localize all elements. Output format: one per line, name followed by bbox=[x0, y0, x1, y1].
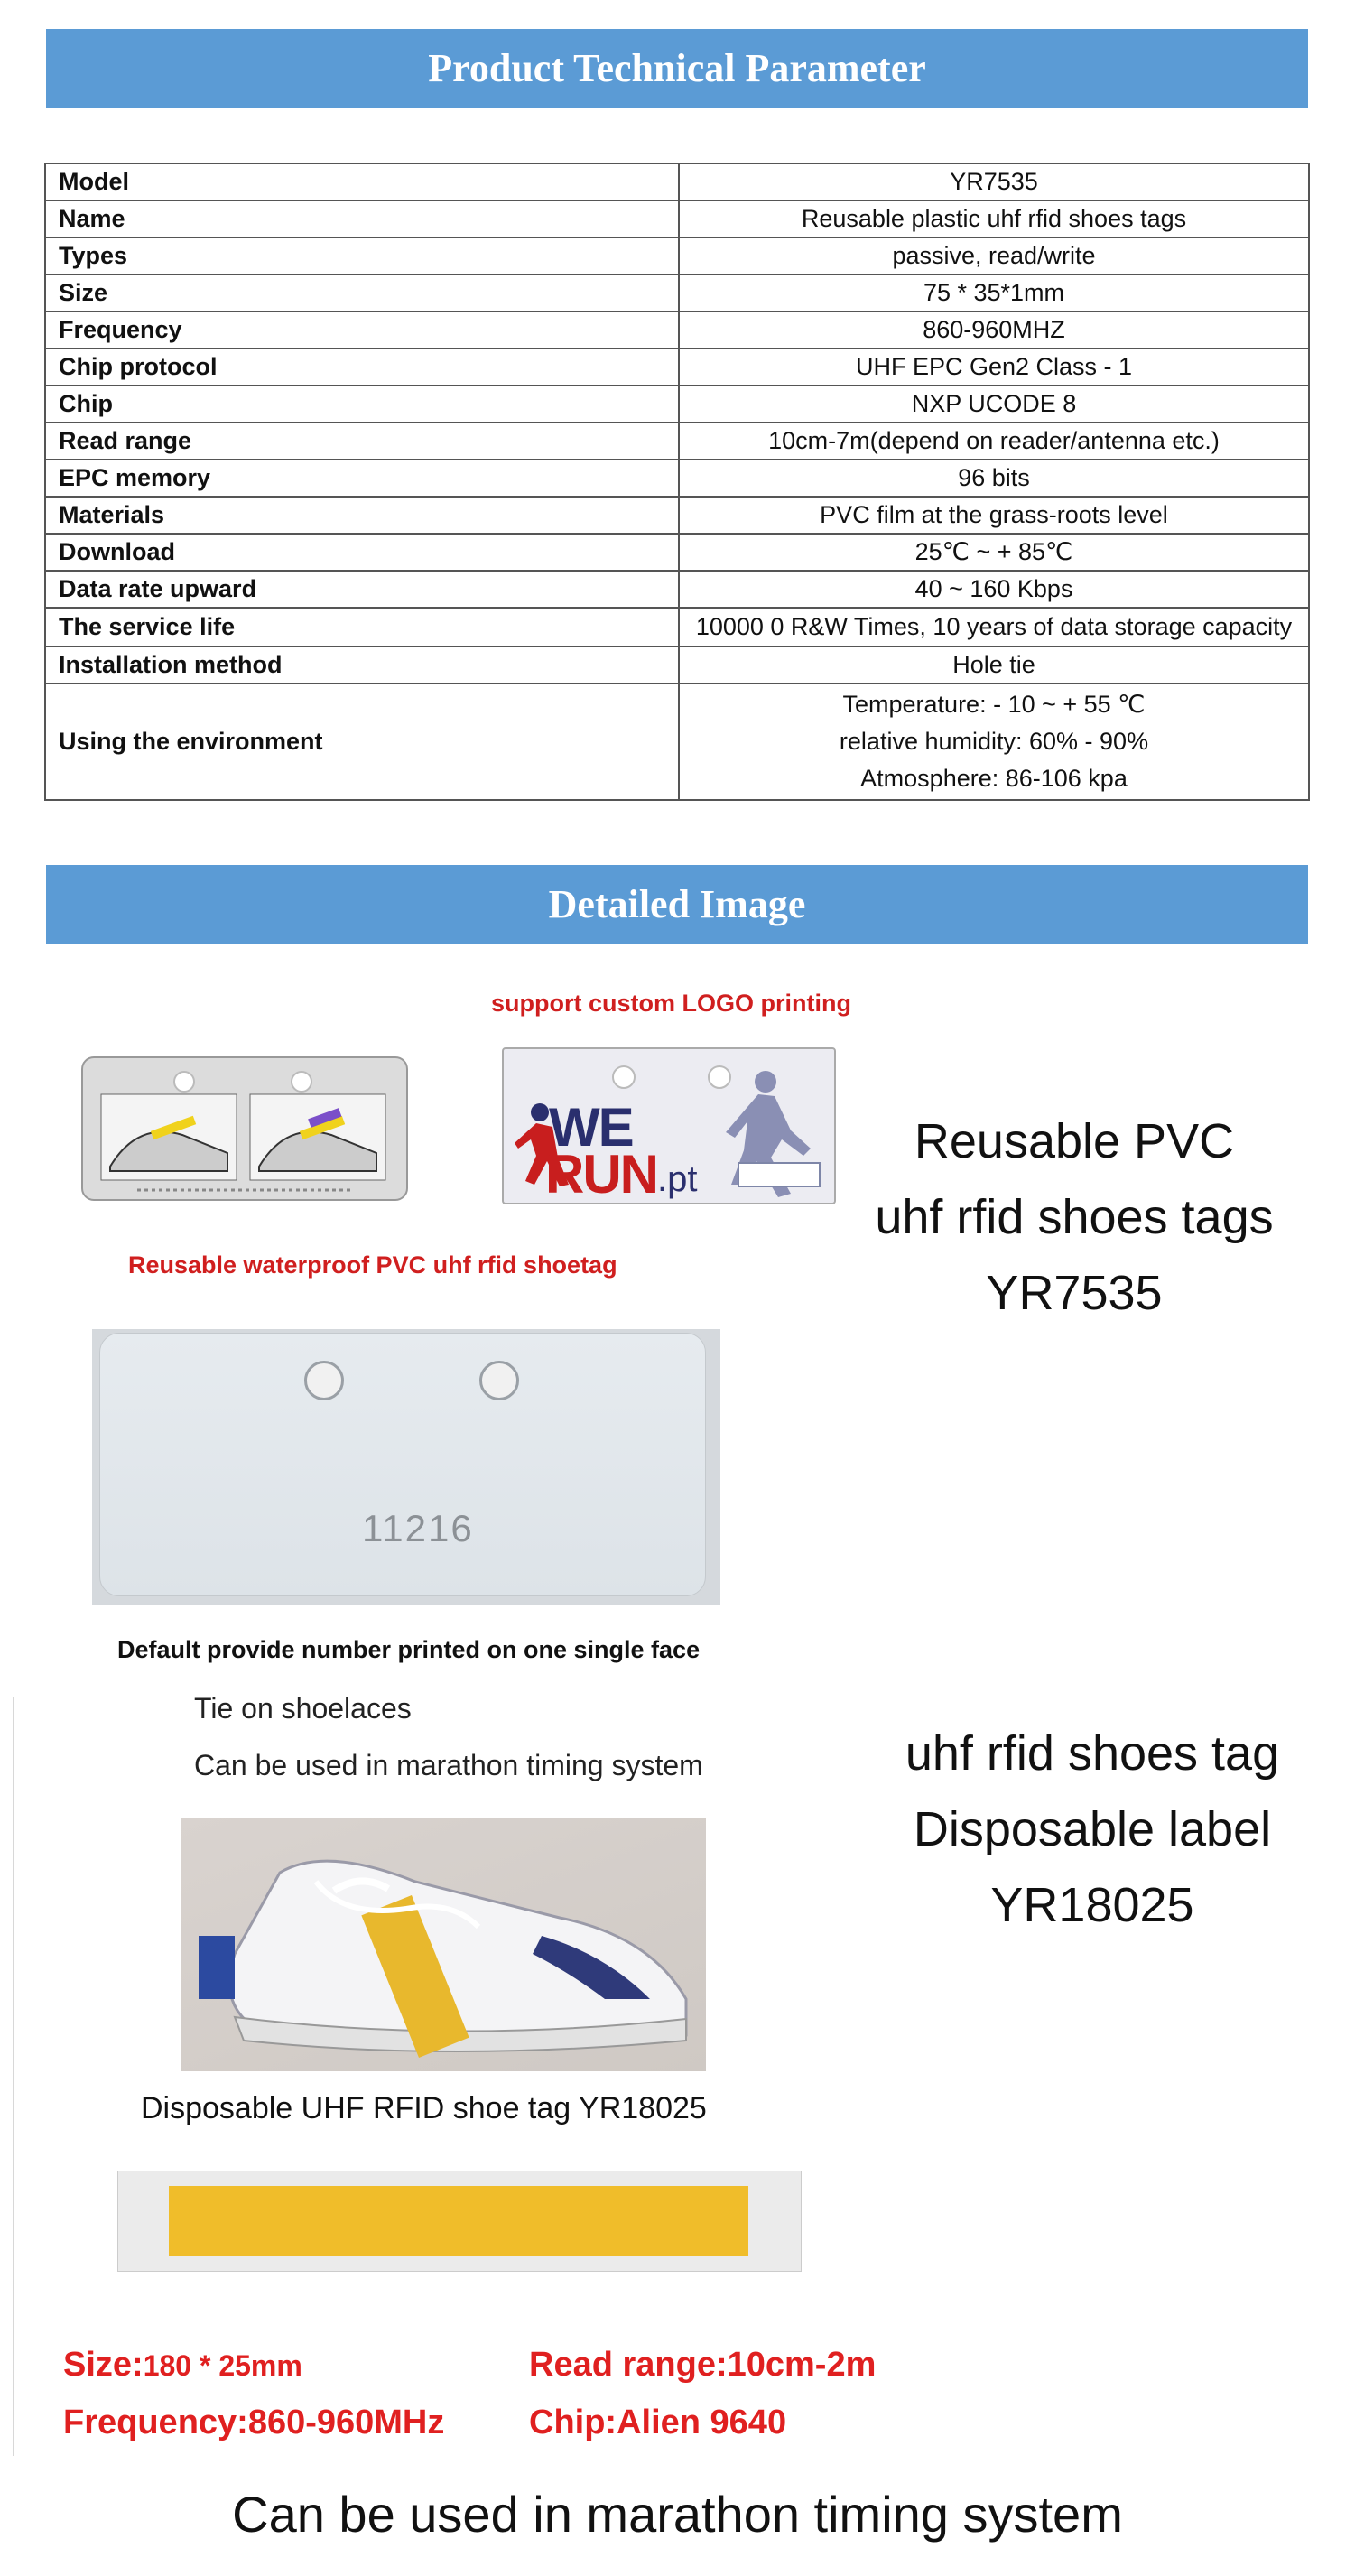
spec-key: Download bbox=[45, 534, 679, 571]
section-title-technical: Product Technical Parameter bbox=[46, 29, 1308, 108]
spec-value bbox=[679, 684, 1309, 800]
product1-title bbox=[840, 1103, 1309, 1331]
pvc-tag-photo bbox=[92, 1329, 720, 1605]
bottom-marathon-text: Can be used in marathon timing system bbox=[232, 2486, 1123, 2543]
table-row bbox=[45, 571, 1309, 608]
spec-value: passive, read/write bbox=[679, 237, 1309, 274]
spec-key: Chip protocol bbox=[45, 349, 679, 386]
spec-value: 40 ~ 160 Kbps bbox=[679, 571, 1309, 608]
sneaker-photo bbox=[181, 1818, 706, 2071]
section-title-detailed-image: Detailed Image bbox=[46, 865, 1308, 944]
product2-line: Disposable label bbox=[913, 1802, 1272, 1856]
spec-value: 860-960MHZ bbox=[679, 312, 1309, 349]
number-caption: Default provide number printed on one single face bbox=[117, 1636, 701, 1663]
spec-value: Reusable plastic uhf rfid shoes tags bbox=[679, 200, 1309, 237]
sneaker-icon bbox=[181, 1818, 706, 2071]
table-row bbox=[45, 274, 1309, 312]
table-row bbox=[45, 163, 1309, 200]
product2-line: YR18025 bbox=[990, 1878, 1194, 1932]
shoe-icon bbox=[83, 1058, 410, 1203]
shoe-tag-illustration bbox=[81, 1056, 408, 1201]
size-spec bbox=[63, 2346, 302, 2385]
product1-line: YR7535 bbox=[986, 1266, 1163, 1320]
spec-key: EPC memory bbox=[45, 460, 679, 497]
spec-key: Size bbox=[45, 274, 679, 312]
brand-run: RUN bbox=[545, 1144, 657, 1204]
env-line: relative humidity: 60% - 90% bbox=[839, 728, 1149, 755]
tag-number: 11216 bbox=[362, 1507, 474, 1549]
spec-value: NXP UCODE 8 bbox=[679, 386, 1309, 423]
chip-spec: Chip:Alien 9640 bbox=[529, 2404, 787, 2441]
table-row bbox=[45, 386, 1309, 423]
logo-caption: support custom LOGO printing bbox=[491, 990, 851, 1017]
table-row bbox=[45, 423, 1309, 460]
spec-key: Using the environment bbox=[45, 684, 679, 800]
spec-key: Frequency bbox=[45, 312, 679, 349]
table-row bbox=[45, 646, 1309, 684]
size-value: 180 * 25mm bbox=[143, 2349, 302, 2382]
disposable-caption: Disposable UHF RFID shoe tag YR18025 bbox=[141, 2091, 707, 2125]
table-row bbox=[45, 237, 1309, 274]
table-row bbox=[45, 200, 1309, 237]
product2-title bbox=[867, 1716, 1318, 1943]
spec-value: YR7535 bbox=[679, 163, 1309, 200]
spec-value: 10cm-7m(depend on reader/antenna etc.) bbox=[679, 423, 1309, 460]
table-row bbox=[45, 497, 1309, 534]
disposable-tag-photo bbox=[117, 2171, 802, 2272]
brand-pt: .pt bbox=[657, 1159, 698, 1199]
spec-key: Name bbox=[45, 200, 679, 237]
spec-key: The service life bbox=[45, 608, 679, 646]
spec-key: Model bbox=[45, 163, 679, 200]
spec-key: Data rate upward bbox=[45, 571, 679, 608]
table-row bbox=[45, 460, 1309, 497]
spec-key: Materials bbox=[45, 497, 679, 534]
tie-text: Tie on shoelaces bbox=[194, 1692, 412, 1725]
product1-line: Reusable PVC bbox=[914, 1114, 1235, 1168]
table-row bbox=[45, 608, 1309, 646]
spec-value: 25℃ ~ + 85℃ bbox=[679, 534, 1309, 571]
product1-line: uhf rfid shoes tags bbox=[875, 1190, 1274, 1244]
frequency-spec: Frequency:860-960MHz bbox=[63, 2404, 445, 2441]
spec-value: 10000 0 R&W Times, 10 years of data storage capacity bbox=[679, 608, 1309, 646]
env-line: Temperature: - 10 ~ + 55 ℃ bbox=[842, 691, 1146, 718]
table-row bbox=[45, 534, 1309, 571]
marathon-text-small: Can be used in marathon timing system bbox=[194, 1749, 703, 1781]
waterproof-caption: Reusable waterproof PVC uhf rfid shoetag bbox=[128, 1251, 617, 1279]
spec-key: Installation method bbox=[45, 646, 679, 684]
spec-key: Types bbox=[45, 237, 679, 274]
spec-value: 96 bits bbox=[679, 460, 1309, 497]
env-line: Atmosphere: 86-106 kpa bbox=[860, 765, 1128, 792]
werun-logo-card bbox=[502, 1047, 836, 1204]
table-row bbox=[45, 349, 1309, 386]
spec-value: Hole tie bbox=[679, 646, 1309, 684]
spec-value: 75 * 35*1mm bbox=[679, 274, 1309, 312]
spec-value: PVC film at the grass-roots level bbox=[679, 497, 1309, 534]
size-label: Size: bbox=[63, 2346, 144, 2384]
spec-key: Read range bbox=[45, 423, 679, 460]
brand-we: WE bbox=[549, 1097, 633, 1158]
read-range-spec: Read range:10cm-2m bbox=[529, 2346, 877, 2384]
divider bbox=[13, 1697, 14, 2456]
spec-table bbox=[44, 163, 1310, 801]
spec-key: Chip bbox=[45, 386, 679, 423]
product2-line: uhf rfid shoes tag bbox=[905, 1726, 1280, 1781]
spec-value: UHF EPC Gen2 Class - 1 bbox=[679, 349, 1309, 386]
table-row bbox=[45, 684, 1309, 800]
table-row bbox=[45, 312, 1309, 349]
